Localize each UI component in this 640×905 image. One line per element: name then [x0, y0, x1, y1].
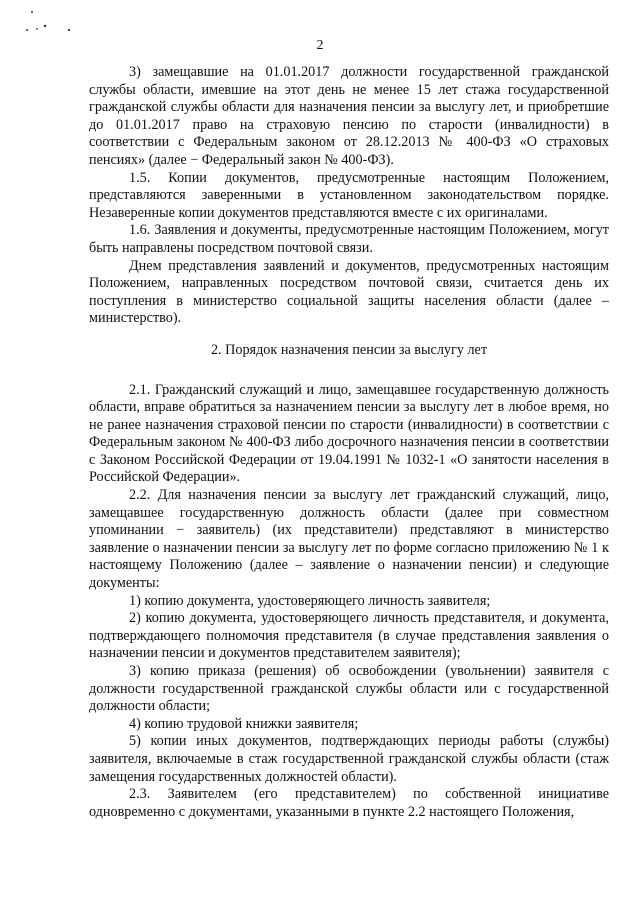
paragraph: 2.3. Заявителем (его представителем) по собственной инициативе одновременно с документами, указанными в пункте 2.2 настоящего Положения, [89, 786, 609, 820]
list-item: 1) копию документа, удостоверяющего личность заявителя; [129, 592, 491, 609]
paragraph: 1.6. Заявления и документы, предусмотренные настоящим Положением, могут быть направлены посредством почтовой связи. [89, 222, 609, 256]
page-number: 2 [316, 38, 324, 53]
list-item: 2) копию документа, удостоверяющего личность представителя, и документа, подтверждающего полномочия представителя (в случае представления заявления о назначении пенсии и документов представителем заявителя); [89, 610, 609, 662]
list-item: 3) копию приказа (решения) об освобождении (увольнении) заявителя с должности государственной гражданской службы области или с государственной должности области; [89, 663, 609, 715]
scan-specks [24, 8, 84, 38]
paragraph: 3) замещавшие на 01.01.2017 должности государственной гражданской службы области, имевшие на этот день не менее 15 лет стажа государственной гражданской службы области для назначения пенсии за выслугу лет, и приобретшие до 01.01.2017 право на страховую пенсию по старости (инвалидности) в соответствии с Федеральным законом от 28.12.2013 № 400-ФЗ «О страховых пенсиях» (далее − Федеральный закон № 400-ФЗ). [89, 64, 609, 168]
paragraph: 1.5. Копии документов, предусмотренные настоящим Положением, представляются заверенными в установленном законодательством порядке. Незаверенные копии документов представляются вместе с их оригиналами. [89, 169, 609, 221]
list-item: 4) копию трудовой книжки заявителя; [129, 715, 359, 732]
paragraph: 2.2. Для назначения пенсии за выслугу лет гражданский служащий, лицо, замещавшее государственную должность области (далее при совместном упоминании − заявитель) (их представители) представляют в министерство заявление о назначении пенсии за выслугу лет по форме согласно приложению № 1 к настоящему Положению (далее – заявление о назначении пенсии) и следующие документы: [89, 487, 609, 592]
paragraph: 2.1. Гражданский служащий и лицо, замещавшее государственную должность области, вправе обратиться за назначением пенсии за выслугу лет в любое время, но не ранее назначения страховой пенсии по старости (инвалидности) в соответствии с Федеральным законом № 400-ФЗ либо досрочного назначения пенсии в соответствии с Законом Российской Федерации от 19.04.1991 № 1032-1 «О занятости населения в Российской Федерации». [89, 381, 609, 486]
document-body [89, 64, 609, 821]
list-item: 5) копии иных документов, подтверждающих периоды работы (службы) заявителя, включаемые в стаж государственной гражданской службы области (стаж замещения государственных должностей области). [89, 733, 609, 785]
section-heading: 2. Порядок назначения пенсии за выслугу лет [210, 341, 488, 358]
paragraph: Днем представления заявлений и документов, предусмотренных настоящим Положением, направленных посредством почтовой связи, считается день их поступления в министерство социальной защиты населения области (далее – министерство). [89, 257, 609, 327]
